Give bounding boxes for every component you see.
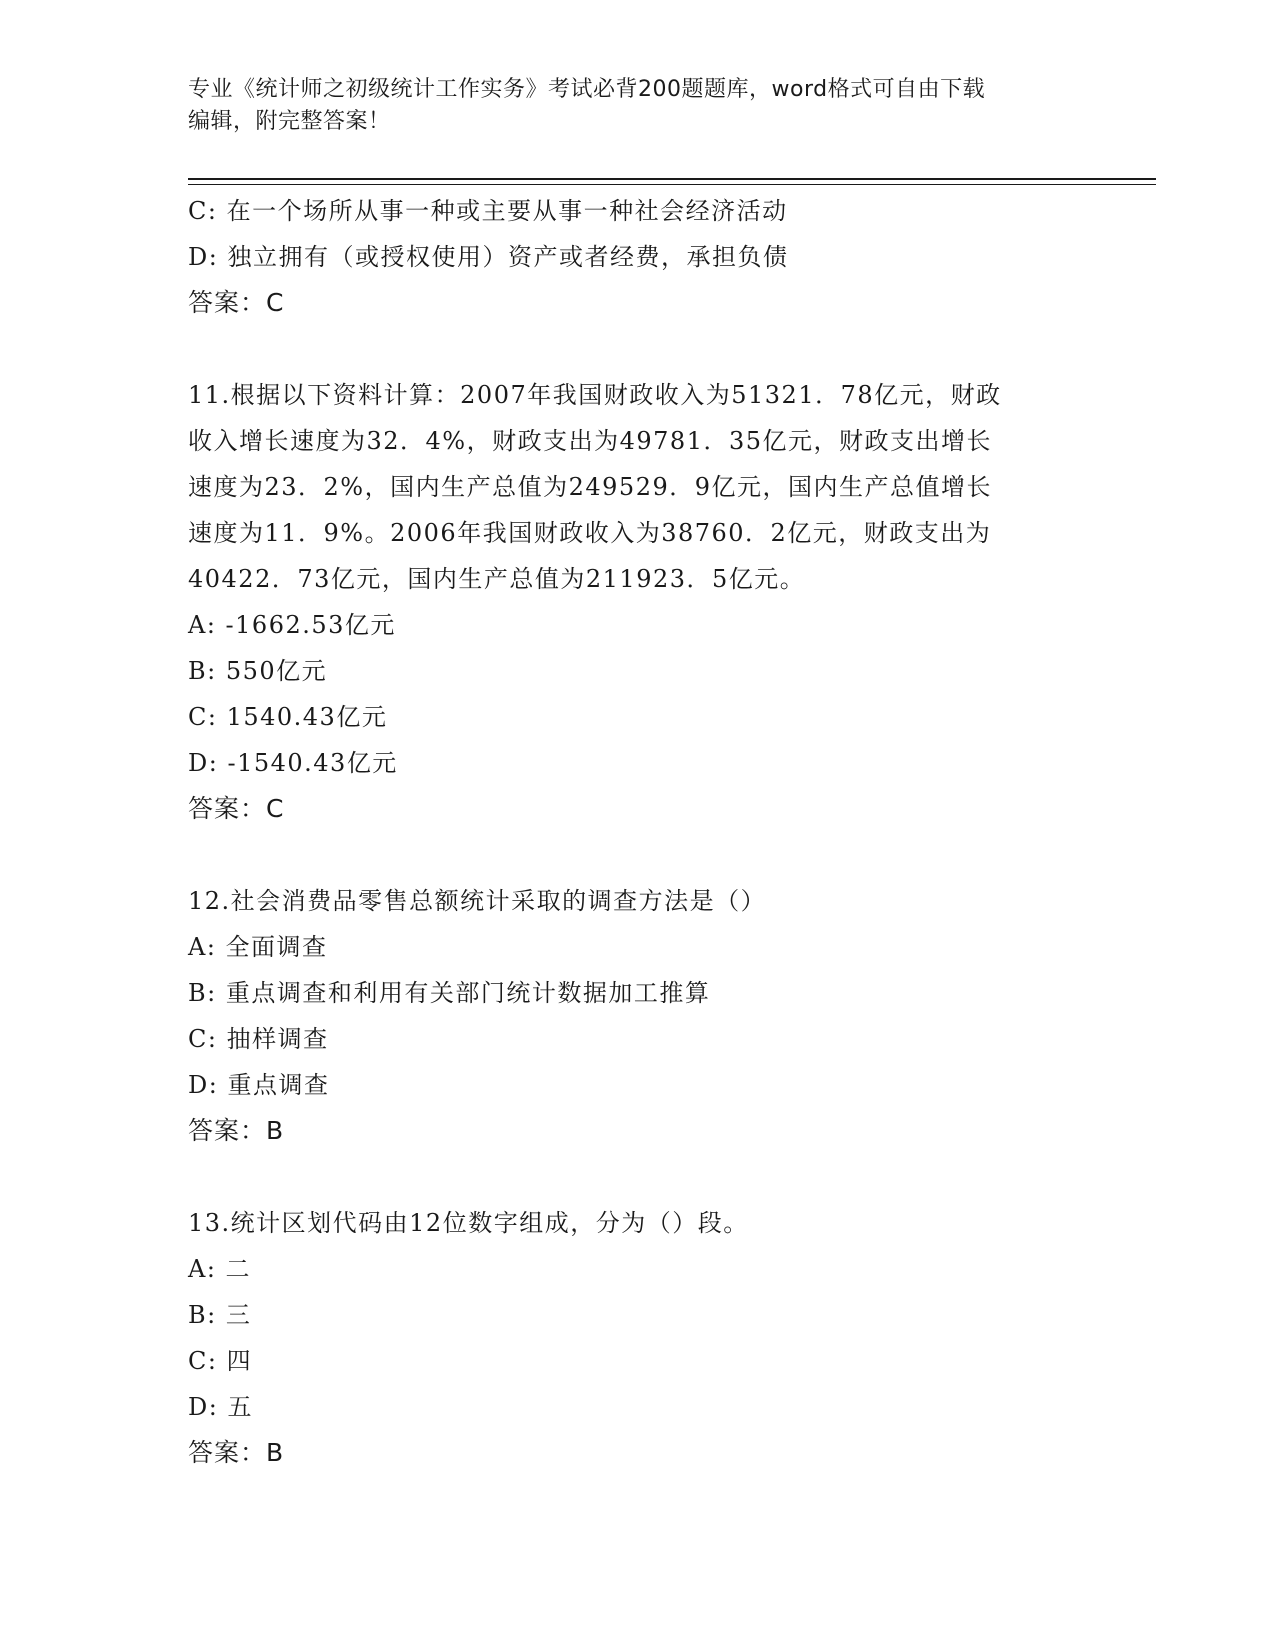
option-c: C: 1540.43亿元 xyxy=(188,703,388,731)
question-12 xyxy=(188,878,1088,1154)
header-rule-thick xyxy=(188,178,1156,180)
prev-answer: 答案：C xyxy=(188,288,285,317)
question-text-line: 收入增长速度为32．4%，财政支出为49781．35亿元，财政支出增长 xyxy=(188,427,992,455)
question-content xyxy=(188,188,1088,1476)
spacer xyxy=(188,1154,1088,1200)
option-a: A: -1662.53亿元 xyxy=(188,611,396,639)
question-text-line: 速度为11．9%。2006年我国财政收入为38760．2亿元，财政支出为 xyxy=(188,519,992,547)
answer: 答案：B xyxy=(188,1438,285,1467)
option-b: B: 重点调查和利用有关部门统计数据加工推算 xyxy=(188,979,711,1007)
option-b: B: 三 xyxy=(188,1301,252,1329)
header-rule-thin xyxy=(188,184,1156,185)
option-a: A: 全面调查 xyxy=(188,933,328,961)
question-text-line: 12.社会消费品零售总额统计采取的调查方法是（） xyxy=(188,887,767,915)
header-title-line-1: 专业《统计师之初级统计工作实务》考试必背200题题库，word格式可自由下载 xyxy=(188,77,986,102)
spacer xyxy=(188,326,1088,372)
question-text-line: 13.统计区划代码由12位数字组成，分为（）段。 xyxy=(188,1209,749,1237)
header-title-line-2: 编辑，附完整答案！ xyxy=(188,109,391,134)
option-a: A: 二 xyxy=(188,1255,252,1283)
option-d: D: -1540.43亿元 xyxy=(188,749,398,777)
option-c: C: 四 xyxy=(188,1347,253,1375)
option-c: C: 抽样调查 xyxy=(188,1025,329,1053)
option-d: D: 五 xyxy=(188,1393,253,1421)
answer: 答案：B xyxy=(188,1116,285,1145)
prev-option-c: C: 在一个场所从事一种或主要从事一种社会经济活动 xyxy=(188,197,788,225)
question-13 xyxy=(188,1200,1088,1476)
option-b: B: 550亿元 xyxy=(188,657,328,685)
prev-option-d: D: 独立拥有（或授权使用）资产或者经费，承担负债 xyxy=(188,243,789,271)
spacer xyxy=(188,832,1088,878)
question-11 xyxy=(188,372,1088,832)
question-text-line: 11.根据以下资料计算：2007年我国财政收入为51321．78亿元，财政 xyxy=(188,381,1002,409)
answer: 答案：C xyxy=(188,794,285,823)
question-text-line: 40422．73亿元，国内生产总值为211923．5亿元。 xyxy=(188,565,806,593)
question-text-line: 速度为23．2%，国内生产总值为249529．9亿元，国内生产总值增长 xyxy=(188,473,992,501)
option-d: D: 重点调查 xyxy=(188,1071,330,1099)
document-header xyxy=(188,74,1068,138)
